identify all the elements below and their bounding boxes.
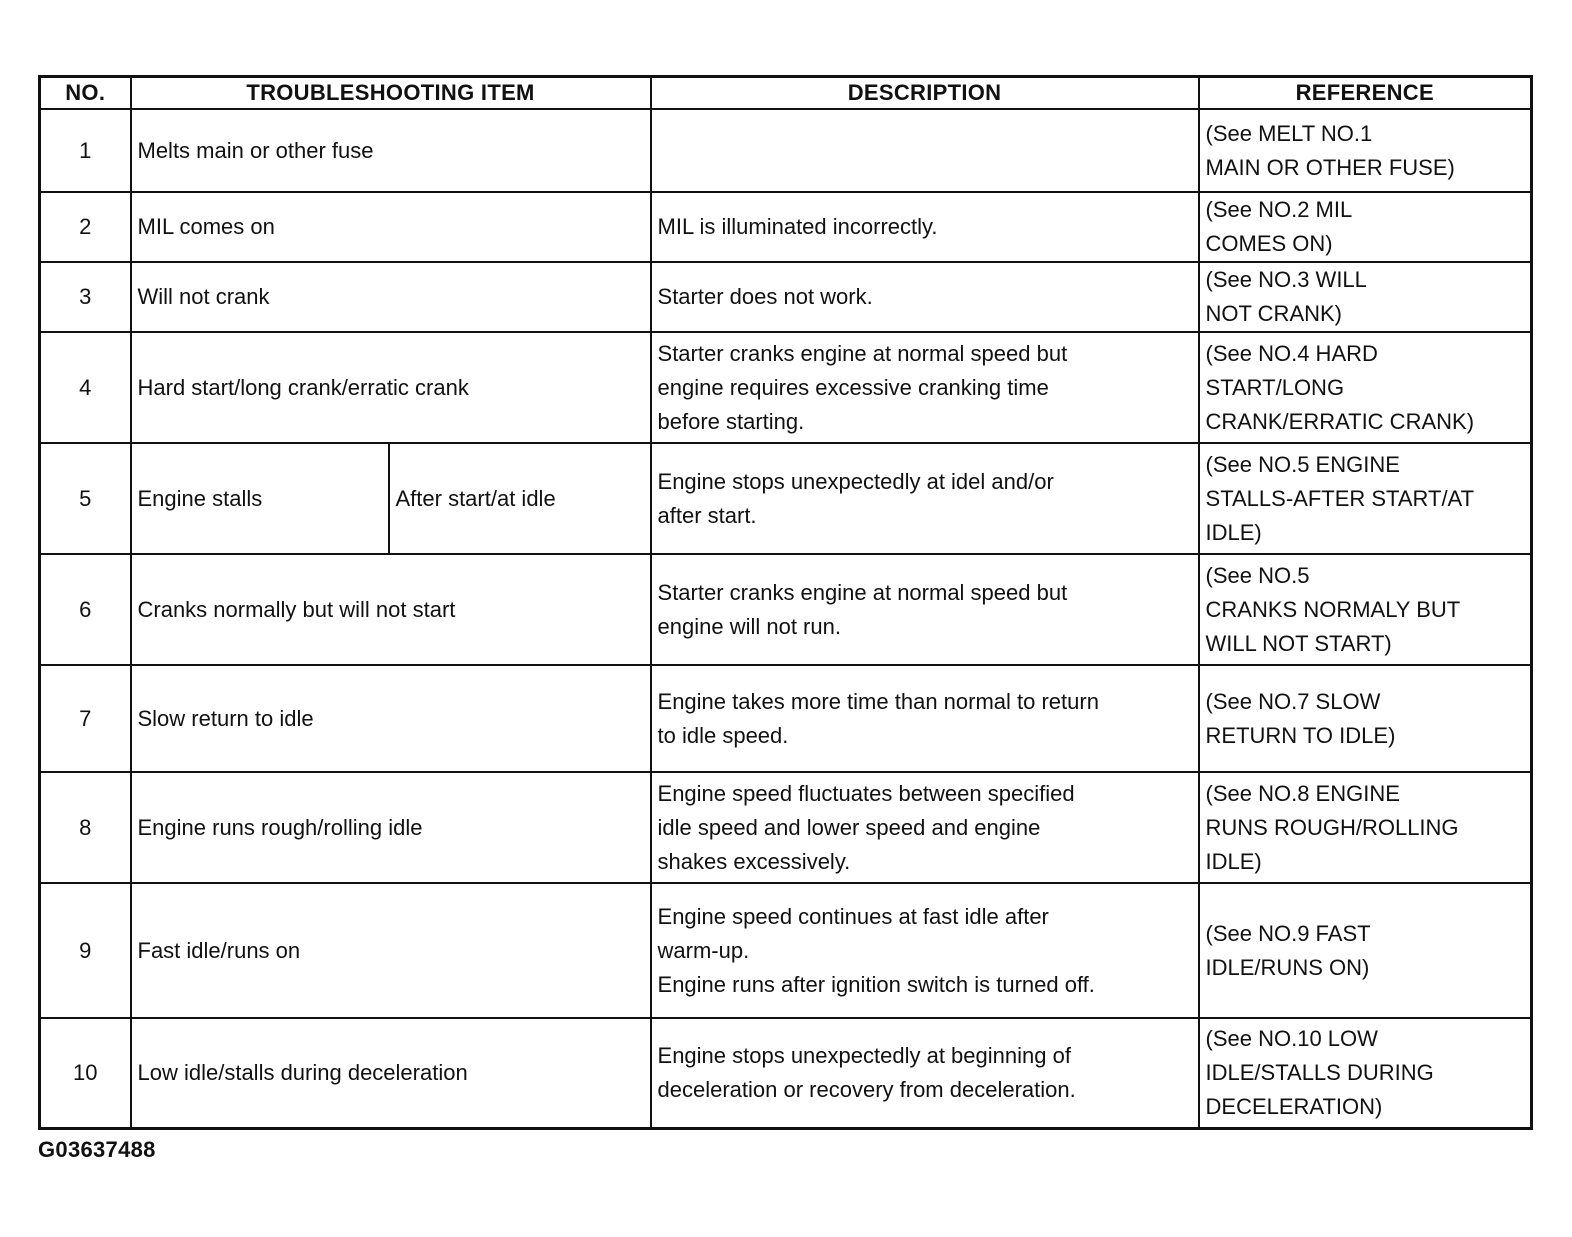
description-cell-line: Engine takes more time than normal to return: [657, 688, 1099, 714]
reference-cell: [1199, 262, 1532, 332]
reference-cell: [1199, 665, 1532, 772]
reference-cell-line: IDLE/RUNS ON): [1205, 954, 1370, 980]
description-cell-line: MIL is illuminated incorrectly.: [657, 214, 938, 239]
reference-cell-line: (See NO.5: [1205, 562, 1310, 588]
row-number: 8: [40, 772, 131, 883]
description-cell-line: Engine stops unexpectedly at idel and/or: [657, 468, 1054, 494]
description-cell-line: Engine runs after ignition switch is turned off.: [657, 971, 1095, 997]
troubleshooting-item: Hard start/long crank/erratic crank: [131, 332, 651, 443]
description-cell: [651, 443, 1199, 554]
reference-cell-line: STALLS-AFTER START/AT: [1205, 485, 1475, 511]
description-cell-line: engine requires excessive cranking time: [657, 374, 1049, 400]
row-number: 4: [40, 332, 131, 443]
table-row: [40, 1018, 1532, 1128]
reference-cell-line: (See NO.7 SLOW: [1205, 688, 1381, 714]
table-row: [40, 109, 1532, 192]
troubleshooting-item: Melts main or other fuse: [131, 109, 651, 192]
description-cell: [651, 262, 1199, 332]
description-cell-line: Starter does not work.: [657, 284, 873, 309]
reference-cell-line: (See NO.2 MIL: [1205, 197, 1353, 222]
row-number: 3: [40, 262, 131, 332]
reference-cell-line: IDLE): [1205, 848, 1262, 874]
description-cell-line: Engine speed fluctuates between specified: [657, 780, 1075, 806]
reference-cell: [1199, 109, 1532, 192]
troubleshooting-item: Engine runs rough/rolling idle: [131, 772, 651, 883]
description-cell: [651, 772, 1199, 883]
troubleshooting-item: Fast idle/runs on: [131, 883, 651, 1018]
description-cell: [651, 665, 1199, 772]
reference-cell-line: IDLE): [1205, 519, 1262, 545]
header-troubleshooting-item: TROUBLESHOOTING ITEM: [131, 77, 651, 110]
troubleshooting-subitem: After start/at idle: [389, 443, 651, 554]
row-number: 10: [40, 1018, 131, 1128]
header-row: [40, 77, 1532, 110]
reference-cell-line: COMES ON): [1205, 231, 1333, 256]
reference-cell-line: CRANKS NORMALY BUT: [1205, 596, 1461, 622]
troubleshooting-table: [38, 75, 1533, 1130]
table-row: [40, 883, 1532, 1018]
reference-cell-line: (See NO.8 ENGINE: [1205, 780, 1400, 806]
header-description: DESCRIPTION: [651, 77, 1199, 110]
description-cell-line: idle speed and lower speed and engine: [657, 814, 1041, 840]
description-cell-line: Starter cranks engine at normal speed but: [657, 340, 1068, 366]
description-cell: [651, 332, 1199, 443]
description-cell: [651, 1018, 1199, 1128]
reference-cell-line: (See NO.4 HARD: [1205, 340, 1378, 366]
reference-cell-line: MAIN OR OTHER FUSE): [1205, 154, 1455, 180]
troubleshooting-item: Low idle/stalls during deceleration: [131, 1018, 651, 1128]
reference-cell-line: WILL NOT START): [1205, 630, 1392, 656]
description-cell-line: Starter cranks engine at normal speed but: [657, 579, 1068, 605]
row-number: 9: [40, 883, 131, 1018]
description-cell: [651, 109, 1199, 192]
troubleshooting-item: Engine stalls: [131, 443, 389, 554]
troubleshooting-sheet: [38, 75, 1530, 1130]
description-cell-line: Engine speed continues at fast idle after: [657, 903, 1049, 929]
reference-cell-line: (See NO.10 LOW: [1205, 1025, 1378, 1051]
description-cell: [651, 192, 1199, 262]
row-number: 5: [40, 443, 131, 554]
reference-cell-line: (See NO.3 WILL: [1205, 267, 1367, 292]
description-cell-line: warm-up.: [657, 937, 750, 963]
troubleshooting-item: MIL comes on: [131, 192, 651, 262]
reference-cell: [1199, 443, 1532, 554]
reference-cell-line: (See NO.5 ENGINE: [1205, 451, 1400, 477]
reference-cell-line: START/LONG: [1205, 374, 1345, 400]
description-cell-line: Engine stops unexpectedly at beginning of: [657, 1042, 1071, 1068]
description-cell-line: shakes excessively.: [657, 848, 851, 874]
row-number: 1: [40, 109, 131, 192]
troubleshooting-item: Slow return to idle: [131, 665, 651, 772]
reference-cell-line: (See MELT NO.1: [1205, 120, 1373, 146]
table-row: [40, 262, 1532, 332]
reference-cell-line: RETURN TO IDLE): [1205, 722, 1396, 748]
reference-cell: [1199, 192, 1532, 262]
description-cell: [651, 554, 1199, 665]
reference-cell-line: RUNS ROUGH/ROLLING: [1205, 814, 1459, 840]
row-number: 7: [40, 665, 131, 772]
header-reference: REFERENCE: [1199, 77, 1532, 110]
troubleshooting-item: Cranks normally but will not start: [131, 554, 651, 665]
header-no: NO.: [40, 77, 131, 110]
troubleshooting-item: Will not crank: [131, 262, 651, 332]
table-row: [40, 554, 1532, 665]
table-row: [40, 192, 1532, 262]
row-number: 6: [40, 554, 131, 665]
reference-cell-line: CRANK/ERRATIC CRANK): [1205, 408, 1475, 434]
table-body: [40, 109, 1532, 1128]
description-cell: [651, 883, 1199, 1018]
table-row: [40, 772, 1532, 883]
table-row: [40, 665, 1532, 772]
reference-cell-line: (See NO.9 FAST: [1205, 920, 1371, 946]
reference-cell: [1199, 554, 1532, 665]
row-number: 2: [40, 192, 131, 262]
description-cell-line: before starting.: [657, 408, 805, 434]
table-row: [40, 332, 1532, 443]
reference-cell-line: NOT CRANK): [1205, 301, 1343, 326]
description-cell-line: engine will not run.: [657, 613, 841, 639]
reference-cell: [1199, 332, 1532, 443]
reference-cell-line: DECELERATION): [1205, 1093, 1383, 1119]
description-cell-line: after start.: [657, 502, 757, 528]
reference-cell: [1199, 772, 1532, 883]
reference-cell: [1199, 1018, 1532, 1128]
description-cell-line: to idle speed.: [657, 722, 789, 748]
description-cell-line: deceleration or recovery from deceleration.: [657, 1076, 1076, 1102]
table-row: [40, 443, 1532, 554]
reference-cell-line: IDLE/STALLS DURING: [1205, 1059, 1434, 1085]
figure-id: G03637488: [38, 1137, 156, 1162]
reference-cell: [1199, 883, 1532, 1018]
